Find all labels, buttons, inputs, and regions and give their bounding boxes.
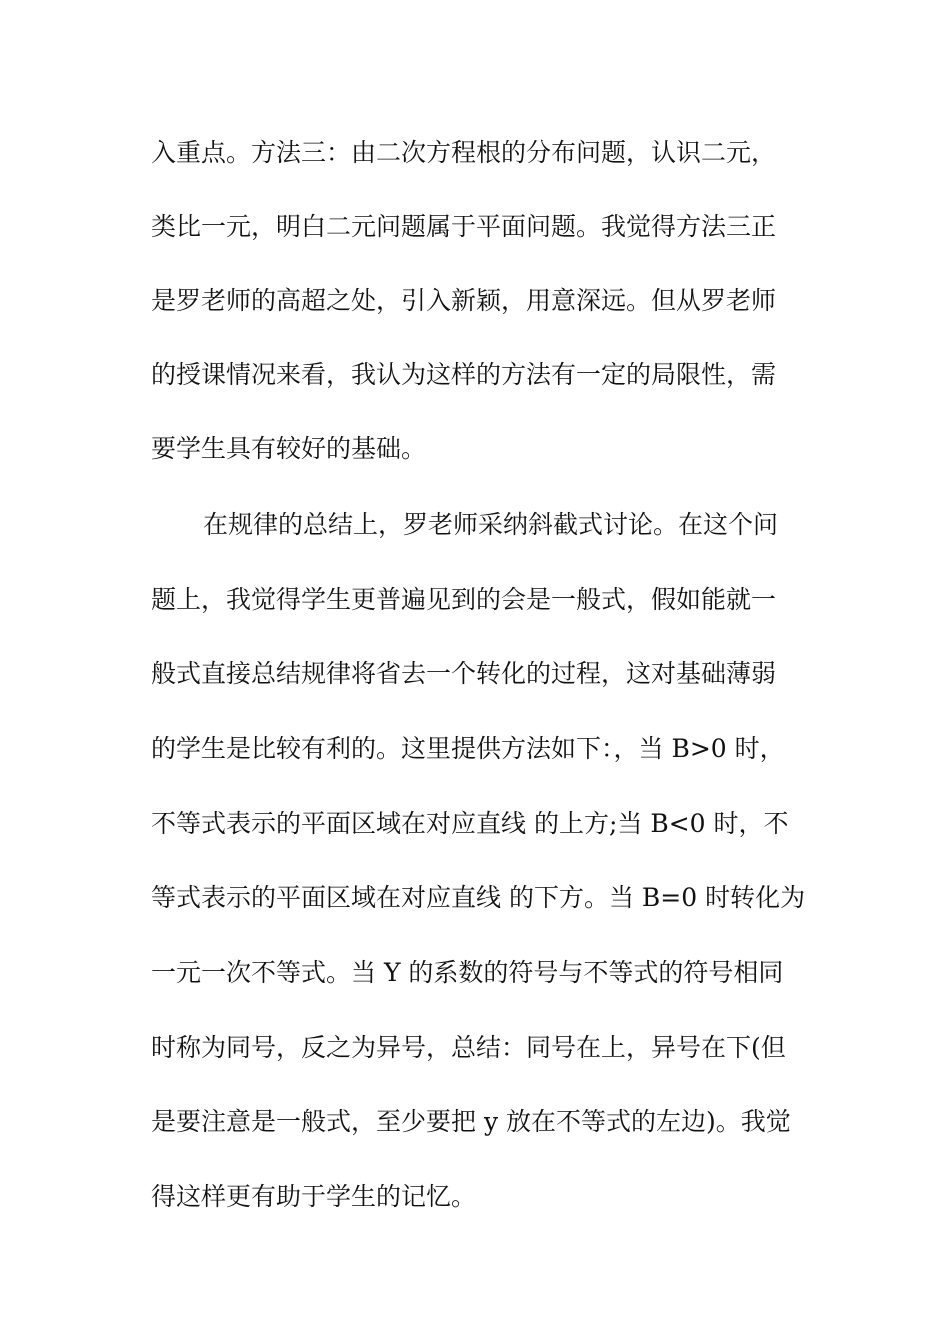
paragraph-line-7: 题上，我觉得学生更普遍见到的会是一般式，假如能就一 [151,585,777,614]
paragraph-line-2: 类比一元，明白二元问题属于平面问题。我觉得方法三正 [151,212,777,241]
paragraph-line-1: 入重点。方法三：由二次方程根的分布问题，认识二元， [151,138,777,167]
paragraph-line-12: 一元一次不等式。当 Y 的系数的符号与不等式的符号相同 [151,958,784,987]
paragraph-line-3: 是罗老师的高超之处，引入新颖，用意深远。但从罗老师 [151,286,777,315]
paragraph-line-4: 的授课情况来看，我认为这样的方法有一定的局限性，需 [151,360,777,389]
paragraph-line-9: 的学生是比较有利的。这里提供方法如下：，当 B>0 时， [151,734,785,763]
paragraph-line-5: 要学生具有较好的基础。 [151,434,427,463]
paragraph-line-11: 等式表示的平面区域在对应直线 的下方。当 B=0 时转化为 [151,883,806,912]
paragraph-line-6: 在规律的总结上，罗老师采纳斜截式讨论。在这个问 [203,510,779,539]
paragraph-line-8: 般式直接总结规律将省去一个转化的过程，这对基础薄弱 [151,659,777,688]
paragraph-line-13: 时称为同号，反之为异号，总结：同号在上，异号在下(但 [151,1033,786,1062]
paragraph-line-10: 不等式表示的平面区域在对应直线 的上方;当 B<0 时，不 [151,809,789,838]
paragraph-line-14: 是要注意是一般式，至少要把 y 放在不等式的左边)。我觉 [151,1107,791,1136]
paragraph-line-15: 得这样更有助于学生的记忆。 [151,1182,477,1211]
